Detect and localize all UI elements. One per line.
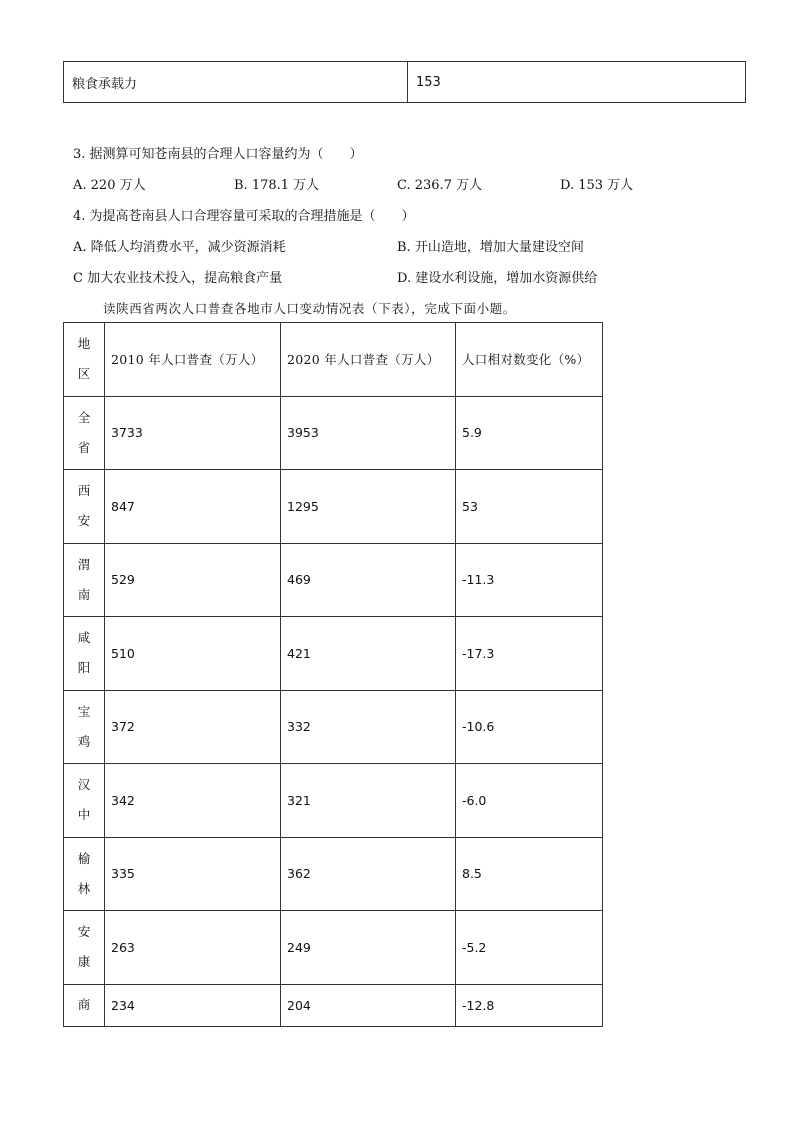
capacity-label: 粮食承载力 [64,62,408,103]
q3-option-b: B. 178.1 万人 [234,178,320,193]
change-cell: -12.8 [456,984,603,1026]
q4-option-d: D. 建设水利设施，增加水资源供给 [397,271,598,286]
change-cell: 8.5 [456,837,603,911]
pop-2020-cell: 249 [281,911,456,985]
table-row [64,617,603,691]
q4-option-b: B. 开山造地，增加大量建设空间 [397,240,584,255]
pop-2010-cell: 335 [105,837,281,911]
pop-2010-cell: 372 [105,690,281,764]
q3-option-c: C. 236.7 万人 [397,178,483,193]
pop-2020-cell: 1295 [281,470,456,544]
table-header-row [64,323,603,397]
change-cell: 53 [456,470,603,544]
pop-2020-cell: 362 [281,837,456,911]
change-cell: 5.9 [456,396,603,470]
grain-capacity-table [63,61,746,103]
region-cell: 咸阳 [64,617,105,691]
population-table [63,322,603,1027]
q4-option-a: A. 降低人均消费水平，减少资源消耗 [73,240,286,255]
question-4: 4. 为提高苍南县人口合理容量可采取的合理措施是（ ） [73,209,415,224]
pop-2010-cell: 847 [105,470,281,544]
pop-2020-cell: 321 [281,764,456,838]
pop-2020-cell: 421 [281,617,456,691]
change-cell: -10.6 [456,690,603,764]
change-cell: -11.3 [456,543,603,617]
question-3: 3. 据测算可知苍南县的合理人口容量约为（ ） [73,147,363,162]
table-row [64,470,603,544]
pop-2010-cell: 342 [105,764,281,838]
q3-option-d: D. 153 万人 [560,178,634,193]
pop-2020-cell: 469 [281,543,456,617]
region-cell: 全省 [64,396,105,470]
pop-2020-cell: 332 [281,690,456,764]
change-cell: -6.0 [456,764,603,838]
header-change: 人口相对数变化（%） [456,323,603,397]
table-row [64,396,603,470]
change-cell: -17.3 [456,617,603,691]
table-row [64,543,603,617]
table-row [64,690,603,764]
region-cell: 宝鸡 [64,690,105,764]
pop-2010-cell: 529 [105,543,281,617]
region-cell: 渭南 [64,543,105,617]
region-cell: 榆林 [64,837,105,911]
pop-2020-cell: 3953 [281,396,456,470]
table-intro: 读陕西省两次人口普查各地市人口变动情况表（下表），完成下面小题。 [103,301,516,316]
region-cell: 安康 [64,911,105,985]
region-cell: 西安 [64,470,105,544]
pop-2010-cell: 234 [105,984,281,1026]
pop-2020-cell: 204 [281,984,456,1026]
table-row [64,764,603,838]
capacity-value: 153 [408,62,746,103]
table-row [64,911,603,985]
header-2010: 2010 年人口普查（万人） [105,323,281,397]
header-region: 地区 [64,323,105,397]
pop-2010-cell: 3733 [105,396,281,470]
pop-2010-cell: 263 [105,911,281,985]
table-row [64,984,603,1026]
header-2020: 2020 年人口普查（万人） [281,323,456,397]
q3-option-a: A. 220 万人 [73,178,146,193]
region-cell: 汉中 [64,764,105,838]
q4-option-c: C 加大农业技术投入，提高粮食产量 [73,271,283,286]
region-cell: 商 [64,984,105,1026]
table-row [64,837,603,911]
pop-2010-cell: 510 [105,617,281,691]
table-row [64,62,746,103]
change-cell: -5.2 [456,911,603,985]
